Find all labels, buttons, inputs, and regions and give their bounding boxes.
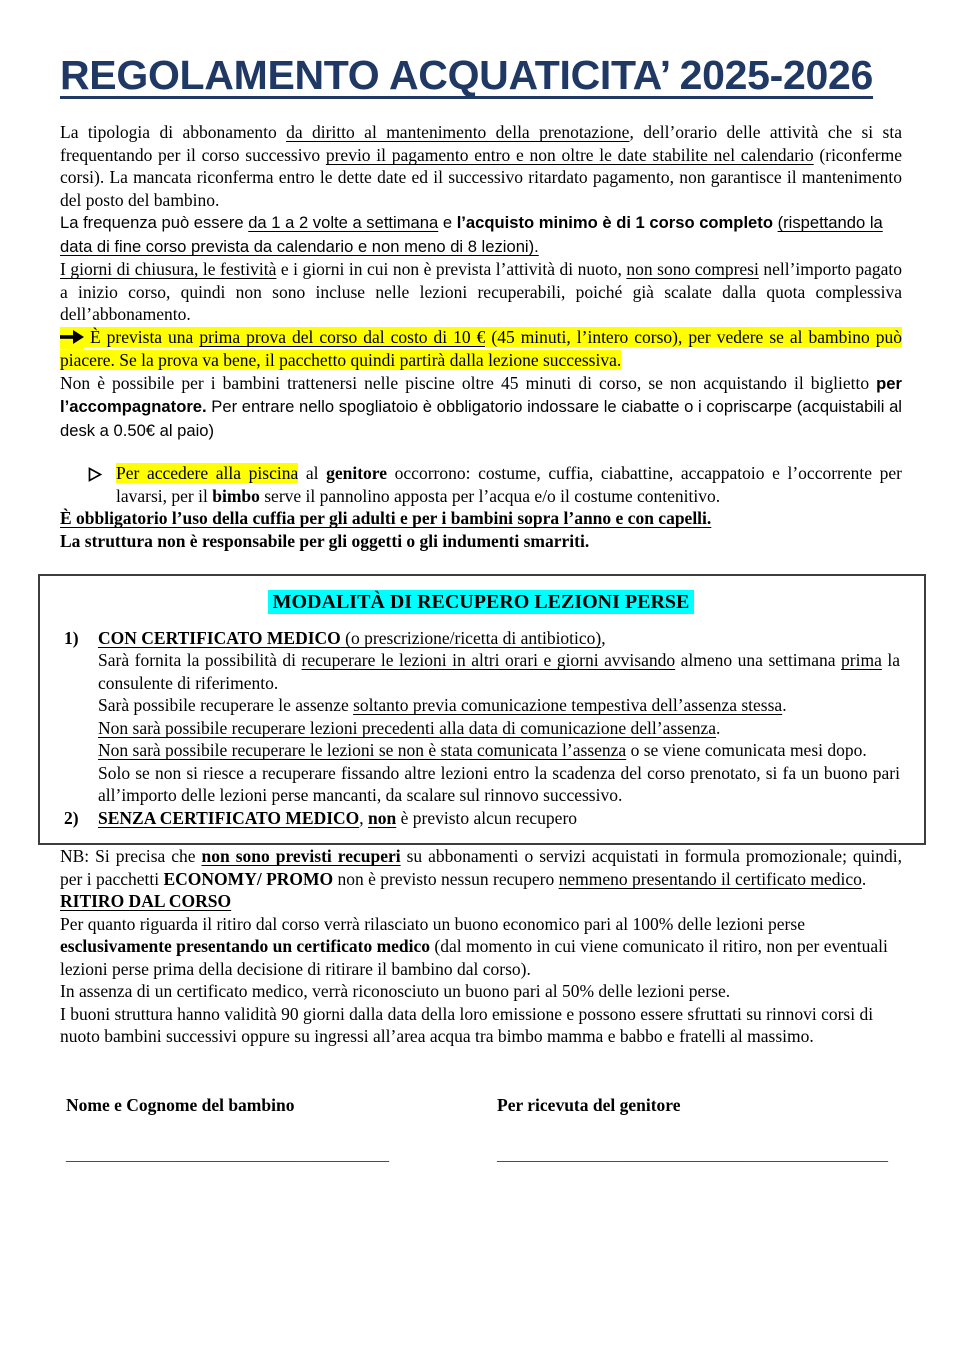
paragraph-smarriti: La struttura non è responsabile per gli oggetti o gli indumenti smarriti. (60, 530, 590, 551)
signature-line-parent-receipt: ______________________________________________ (497, 1145, 888, 1165)
box-item-1-line-2: Sarà possibile recuperare le assenze soltanto previa comunicazione tempestiva dell’assenza stessa. (98, 695, 787, 716)
paragraph-chiusura: I giorni di chiusura, le festività e i giorni in cui non è prevista l’attività di nuoto, non sono compresi nell’importo pagato a inizio corso, quindi non sono incluse nelle lezioni recuperabili, poiché già scalate dalla quota complessiva dell’abbonamento. (60, 259, 902, 325)
box-item-2-number: 2) (64, 807, 79, 828)
signature-line-child-name: ______________________________________ (66, 1145, 389, 1165)
paragraph-ritiro-1: Per quanto riguarda il ritiro dal corso verrà rilasciato un buono economico pari al 100% delle lezioni perse esclusivamente presentando un certificato medico (dal momento in cui viene comunicato il ritiro, non per eventuali lezioni perse prima della decisione di ritirare il bambino dal corso). (60, 913, 888, 979)
paragraph-prova-text: È prevista una prima prova del corso dal costo di 10 € (45 minuti, l’intero corso), per vedere se al bambino può piacere. Se la prova va bene, il pacchetto quindi partirà dalla lezione successiva. (60, 326, 902, 371)
box-item-1-number: 1) (64, 627, 79, 648)
box-item-1-line-3: Non sarà possibile recuperare lezioni precedenti alla data di comunicazione dell’assenza. (98, 717, 721, 738)
arrow-right-icon (60, 327, 84, 350)
paragraph-piscine: Non è possibile per i bambini trattenersi nelle piscine oltre 45 minuti di corso, se non acquistando il biglietto per l’accompagnatore. Per entrare nello spogliatoio è obbligatorio indossare le ciabatte o i copriscarpe (acquistabili al desk a 0.50€ al paio) (60, 372, 902, 440)
box-item-1-line-4: Non sarà possibile recuperare le lezioni se non è stata comunicata l’assenza o se viene comunicata mesi dopo. (98, 740, 867, 761)
list-item-accesso (88, 462, 902, 507)
box-item-1-heading: CON CERTIFICATO MEDICO (o prescrizione/ricetta di antibiotico), (98, 627, 606, 648)
paragraph-abbonamento: La tipologia di abbonamento da diritto al mantenimento della prenotazione, dell’orario delle attività che si sta frequentando per il corso successivo previo il pagamento entro e non oltre le date stabilite nel calendario (riconferme corsi). La mancata riconferma entro le dette date ed il successivo ritardato pagamento, non garantisce il mantenimento del posto del bambino. (60, 122, 902, 210)
signature-lines (60, 1144, 902, 1167)
box-item-2-heading: SENZA CERTIFICATO MEDICO, non è previsto alcun recupero (98, 807, 578, 828)
paragraph-prova-highlight (60, 326, 902, 372)
signature-labels (60, 1094, 902, 1117)
paragraph-ritiro-2: In assenza di un certificato medico, verrà riconosciuto un buono pari al 50% delle lezioni perse. (60, 981, 731, 1002)
box-item-con-certificato (62, 627, 900, 807)
paragraph-cuffia: È obbligatorio l’uso della cuffia per gli adulti e per i bambini sopra l’anno e con capelli. (60, 508, 712, 529)
paragraph-nb: NB: Si precisa che non sono previsti recuperi su abbonamenti o servizi acquistati in formula promozionale; quindi, per i pacchetti ECONOMY/ PROMO non è previsto nessun recupero nemmeno presentando il certificato medico. (60, 846, 903, 889)
paragraph-frequenza: La frequenza può essere da 1 a 2 volte a settimana e l’acquisto minimo è di 1 corso completo (rispettando la data di fine corso prevista da calendario e non meno di 8 lezioni). (60, 213, 883, 256)
signature-label-parent-receipt: Per ricevuta del genitore (497, 1094, 681, 1115)
box-item-senza-certificato (62, 807, 900, 830)
signature-label-child-name: Nome e Cognome del bambino (66, 1094, 295, 1115)
box-item-1-line-1: Sarà fornita la possibilità di recuperare le lezioni in altri orari e giorni avvisando almeno una settimana prima la consulente di riferimento. (98, 650, 900, 693)
paragraph-ritiro-3: I buoni struttura hanno validità 90 giorni dalla data della loro emissione e possono essere sfruttati su rinnovi corsi di nuoto bambini successivi oppure su ingressi all’area acqua tra bimbo mamma e babbo e fratelli al massimo. (60, 1003, 874, 1047)
box-item-1-line-5: Solo se non si riesce a recuperare fissando altre lezioni entro la scadenza del corso prenotato, si fa un buono pari all’importo delle lezioni perse mancanti, da scalare sul rinnovo successivo. (98, 762, 900, 806)
list-item-accesso-text: Per accedere alla piscina al genitore occorrono: costume, cuffia, ciabattine, accappatoio e l’occorrente per lavarsi, per il bimbo serve il pannolino apposta per l’acqua e/o il costume contenitivo. (116, 463, 902, 506)
arrowhead-bullet-icon (88, 462, 102, 507)
page-title: REGOLAMENTO ACQUATICITA’ 2025-2026 (60, 52, 874, 98)
recupero-box-title: MODALITÀ DI RECUPERO LEZIONI PERSE (62, 591, 900, 614)
ritiro-heading: RITIRO DAL CORSO (60, 891, 232, 912)
recupero-box (38, 574, 926, 845)
